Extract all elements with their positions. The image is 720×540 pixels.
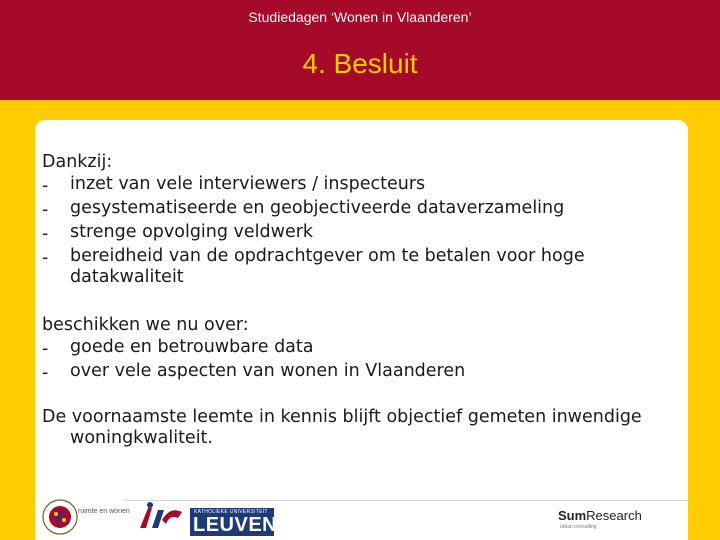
slide-title: 4. Besluit: [302, 48, 418, 79]
list-item: [42, 246, 682, 291]
list-item-text: goede en betrouwbare data: [70, 337, 314, 357]
have-intro-text: beschikken we nu over:: [42, 315, 249, 335]
list-item-text: strenge opvolging veldwerk: [70, 222, 314, 242]
leuven-logo-top: KATHOLIEKE UNIVERSITEIT: [194, 509, 268, 515]
bullet-dash: -: [42, 363, 49, 383]
footer-divider: [125, 500, 690, 501]
sumresearch-logo-sub: urban consulting: [560, 524, 597, 530]
list-item: [42, 174, 682, 198]
bullet-dash: -: [42, 200, 49, 220]
conclusion-text: De voornaamste leemte in kennis blijft objectief gemeten inwendige woningkwaliteit.: [42, 407, 642, 448]
list-item: [42, 198, 682, 222]
bullet-dash: -: [42, 339, 49, 359]
sumresearch-logo: [558, 508, 642, 523]
list-item: [42, 361, 682, 385]
bullet-dash: -: [42, 224, 49, 244]
list-item: [42, 337, 682, 361]
hiva-logo-icon: [138, 500, 184, 534]
leuven-logo-main: LEUVEN: [193, 514, 278, 536]
header-subtitle: Studiedagen ‘Wonen in Vlaanderen’: [248, 9, 472, 25]
research-logo-part: Research: [586, 508, 642, 523]
thanks-list: [42, 174, 682, 291]
list-item-text: over vele aspecten van wonen in Vlaanderen: [70, 361, 466, 381]
list-item: [42, 222, 682, 246]
have-list: [42, 337, 682, 385]
bullet-dash: -: [42, 248, 49, 268]
slide-header: [0, 0, 720, 100]
list-item-text: gesystematiseerde en geobjectiveerde dataverzameling: [70, 198, 565, 218]
slide-content: [42, 150, 682, 449]
ruimte-wonen-logo-icon: [40, 496, 96, 536]
list-item-text: inzet van vele interviewers / inspecteurs: [70, 174, 426, 194]
intro-text: Dankzij:: [42, 152, 113, 172]
ruimte-wonen-logo-text: ruimte en wonen: [78, 508, 130, 515]
list-item-text: bereidheid van de opdrachtgever om te betalen voor hoge datakwaliteit: [70, 246, 585, 287]
sum-logo-part: Sum: [558, 508, 587, 523]
ku-leuven-logo: [190, 508, 278, 536]
bullet-dash: -: [42, 176, 49, 196]
